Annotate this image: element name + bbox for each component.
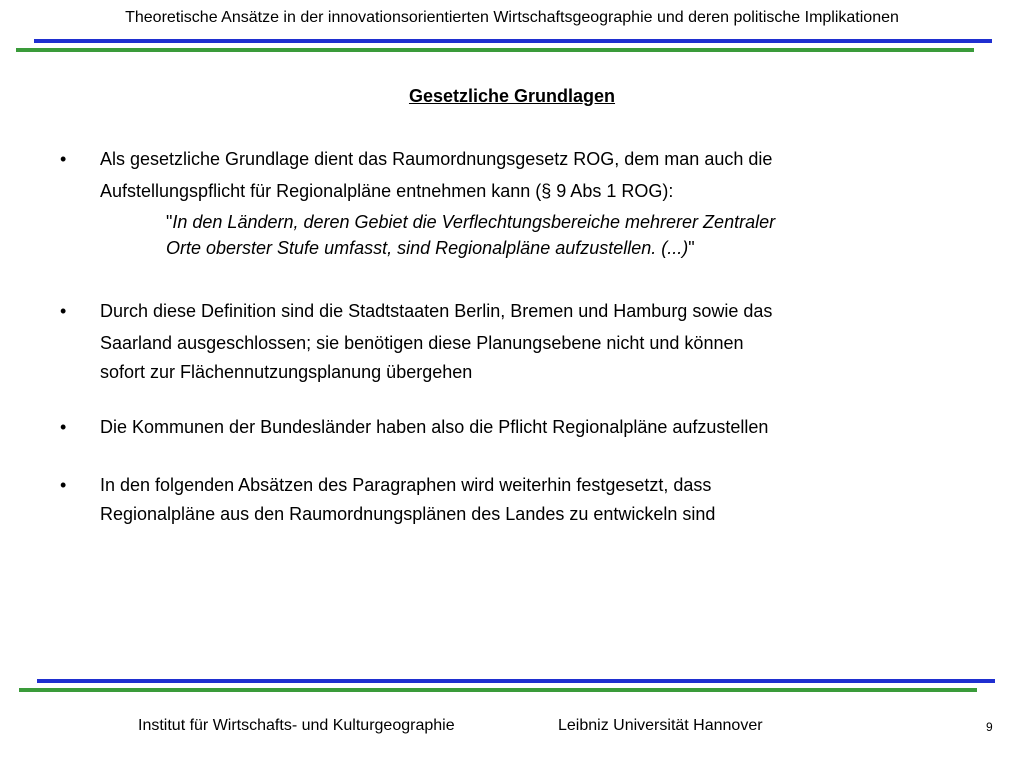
bullet-dot: • bbox=[60, 149, 67, 169]
quote-line bbox=[166, 209, 970, 235]
page-number: 9 bbox=[986, 720, 993, 734]
bullet-dot: • bbox=[60, 475, 67, 495]
bullet-item bbox=[60, 411, 970, 443]
bullet-list bbox=[60, 143, 970, 555]
quote-close: " bbox=[688, 238, 695, 258]
bullet-line: Aufstellungspflicht für Regionalpläne entnehmen kann (§ 9 Abs 1 ROG): bbox=[100, 181, 674, 201]
quote-text: Orte oberster Stufe umfasst, sind Regionalpläne aufzustellen. (...) bbox=[166, 238, 689, 258]
header-rule-blue bbox=[34, 39, 992, 43]
bullet-item bbox=[60, 469, 970, 527]
bullet-item bbox=[60, 295, 970, 385]
bullet-item bbox=[60, 143, 970, 261]
footer-university: Leibniz Universität Hannover bbox=[558, 717, 763, 734]
quote-text: In den Ländern, deren Gebiet die Verflechtungsbereiche mehrerer Zentraler bbox=[172, 212, 776, 232]
header-rule-green bbox=[16, 48, 974, 52]
bullet-line: Durch diese Definition sind die Stadtstaaten Berlin, Bremen und Hamburg sowie das bbox=[100, 301, 773, 321]
header-title: Theoretische Ansätze in der innovationsorientierten Wirtschaftsgeographie und deren politische Implikationen bbox=[125, 9, 899, 26]
quote-open: " bbox=[166, 212, 173, 232]
bullet-line: In den folgenden Absätzen des Paragraphen wird weiterhin festgesetzt, dass bbox=[100, 475, 712, 495]
bullet-line: Die Kommunen der Bundesländer haben also die Pflicht Regionalpläne aufzustellen bbox=[100, 417, 769, 437]
slide-heading: Gesetzliche Grundlagen bbox=[408, 86, 616, 106]
bullet-line: Regionalpläne aus den Raumordnungsplänen des Landes zu entwickeln sind bbox=[100, 504, 716, 524]
legal-quote bbox=[166, 209, 970, 261]
bullet-dot: • bbox=[60, 301, 67, 321]
bullet-line: Als gesetzliche Grundlage dient das Raumordnungsgesetz ROG, dem man auch die bbox=[100, 149, 773, 169]
footer-institute: Institut für Wirtschafts- und Kulturgeographie bbox=[138, 717, 455, 734]
quote-line bbox=[166, 235, 970, 261]
bullet-line: sofort zur Flächennutzungsplanung übergehen bbox=[100, 362, 473, 382]
footer-rule-green bbox=[19, 688, 977, 692]
bullet-dot: • bbox=[60, 417, 67, 437]
footer-rule-blue bbox=[37, 679, 995, 683]
bullet-line: Saarland ausgeschlossen; sie benötigen diese Planungsebene nicht und können bbox=[100, 333, 744, 353]
